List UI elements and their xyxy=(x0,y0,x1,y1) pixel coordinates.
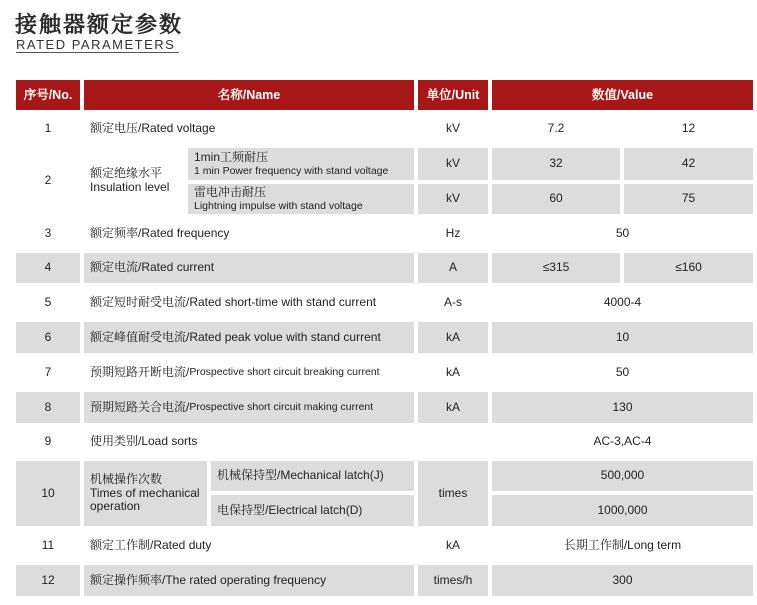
row-11-value: 长期工作制/Long term xyxy=(563,537,682,552)
row-8-no: 8 xyxy=(16,392,80,423)
row-9-value: AC-3,AC-4 xyxy=(593,434,652,449)
row-9-name: 使用类别/Load sorts xyxy=(90,434,198,449)
row-3-unit: Hz xyxy=(445,225,461,240)
title-underline xyxy=(16,52,179,53)
row-10-unit: times xyxy=(418,461,488,526)
row-8-name-cn: 预期短路关合电流/ xyxy=(90,399,190,414)
row-2-sub-1-en: 1 min Power frequency with stand voltage xyxy=(194,164,389,177)
row-7-no: 7 xyxy=(44,364,52,379)
row-10-sub-1-value: 500,000 xyxy=(492,461,753,491)
row-9-no: 9 xyxy=(44,434,52,449)
row-3-no: 3 xyxy=(44,225,52,240)
row-4-name: 额定电流/Rated current xyxy=(84,253,414,283)
row-12-no: 12 xyxy=(16,565,80,596)
row-2-sub-2-unit: kV xyxy=(418,184,488,214)
row-2-name-en: Insulation level xyxy=(90,180,170,194)
row-6-value: 10 xyxy=(492,322,753,353)
row-9-unit xyxy=(418,427,488,457)
row-6-no: 6 xyxy=(16,322,80,353)
row-8-name xyxy=(84,392,414,423)
row-2-name-cn: 额定绝缘水平 xyxy=(90,166,163,181)
row-10-name-cn: 机械操作次数 xyxy=(90,471,163,486)
row-6-name: 额定峰值耐受电流/Rated peak volue with stand current xyxy=(84,322,414,353)
row-2-sub-1-unit: kV xyxy=(418,148,488,180)
row-3-name: 额定频率/Rated frequency xyxy=(90,225,230,240)
row-8-value: 130 xyxy=(492,392,753,423)
row-12-name: 额定操作频率/The rated operating frequency xyxy=(84,565,414,596)
row-2-sub-2-value-1: 60 xyxy=(492,184,620,214)
row-2-sub-2-value-2: 75 xyxy=(624,184,753,214)
row-7-name-cn: 预期短路开断电流/ xyxy=(90,364,190,379)
row-2-no: 2 xyxy=(44,173,52,188)
row-1-no: 1 xyxy=(44,121,52,136)
row-2-sub-1-value-2: 42 xyxy=(624,148,753,180)
row-1-name: 额定电压/Rated voltage xyxy=(90,121,216,136)
row-10-no: 10 xyxy=(16,461,80,526)
header-unit: 单位/Unit xyxy=(418,80,488,110)
row-4-no: 4 xyxy=(16,253,80,283)
row-3-value: 50 xyxy=(615,225,630,240)
row-10-name-en-2: operation xyxy=(90,499,141,514)
header-no: 序号/No. xyxy=(16,80,80,110)
row-1-value-1: 7.2 xyxy=(547,121,565,136)
row-2-sub-2-en: Lightning impulse with stand voltage xyxy=(194,199,363,212)
row-8-name-en: Prospective short circuit making current xyxy=(189,401,374,414)
row-8-unit: kA xyxy=(418,392,488,423)
row-4-unit: A xyxy=(418,253,488,283)
row-7-value: 50 xyxy=(615,364,630,379)
row-12-value: 300 xyxy=(492,565,753,596)
row-11-no: 11 xyxy=(41,537,55,552)
row-7-name-en: Prospective short circuit breaking current xyxy=(189,366,380,379)
row-7-unit: kA xyxy=(445,364,460,379)
row-10-name xyxy=(84,461,207,526)
row-1-value-2: 12 xyxy=(681,121,696,136)
row-4-value-1: ≤315 xyxy=(492,253,620,283)
header-name: 名称/Name xyxy=(84,80,414,110)
row-12-unit: times/h xyxy=(418,565,488,596)
row-5-unit: A-s xyxy=(444,294,462,309)
row-4-value-2: ≤160 xyxy=(624,253,753,283)
row-10-sub-2-value: 1000,000 xyxy=(492,495,753,526)
row-2-sub-1-value-1: 32 xyxy=(492,148,620,180)
row-7-name xyxy=(84,357,414,388)
title-cn: 接触器额定参数 xyxy=(15,12,184,37)
title-en: RATED PARAMETERS xyxy=(16,37,176,52)
row-1-unit: kV xyxy=(445,121,460,136)
row-2-sub-2-cn: 雷电冲击耐压 xyxy=(194,185,267,200)
header-value: 数值/Value xyxy=(492,80,753,110)
row-2-sub-1 xyxy=(188,148,414,180)
row-11-unit: kA xyxy=(445,537,460,552)
row-5-value: 4000-4 xyxy=(603,294,642,309)
row-2-name xyxy=(84,148,184,214)
row-11-name: 额定工作制/Rated duty xyxy=(90,537,212,552)
row-10-name-en-1: Times of mechanical xyxy=(90,485,200,500)
row-5-name: 额定短时耐受电流/Rated short-time with stand current xyxy=(90,294,377,309)
row-10-sub-2: 电保持型/Electrical latch(D) xyxy=(211,495,414,526)
row-2-sub-1-cn: 1min工频耐压 xyxy=(194,150,269,165)
row-6-unit: kA xyxy=(418,322,488,353)
row-5-no: 5 xyxy=(44,294,52,309)
row-2-sub-2 xyxy=(188,184,414,214)
row-10-sub-1: 机械保持型/Mechanical latch(J) xyxy=(211,461,414,491)
